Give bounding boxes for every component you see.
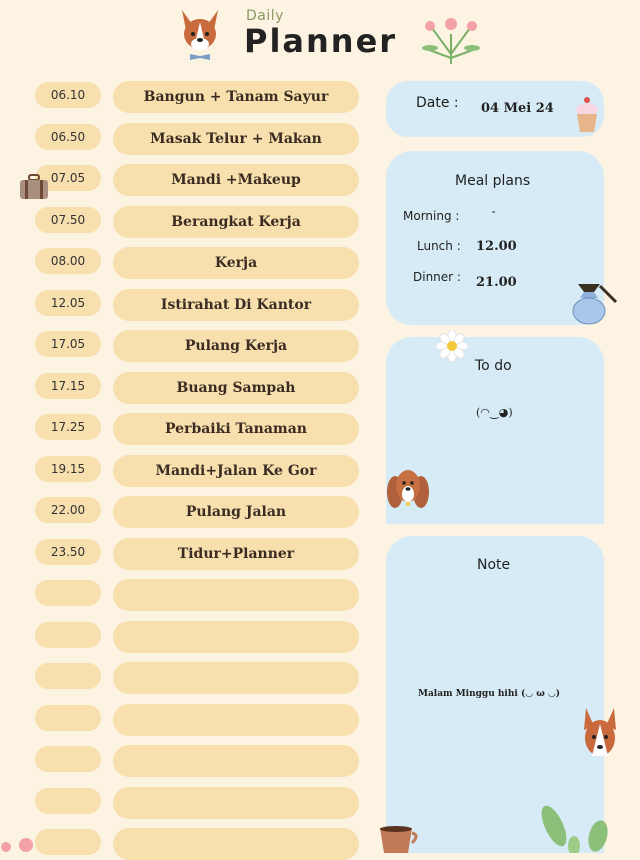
task-pill[interactable]: [113, 621, 359, 653]
time-pill[interactable]: 06.50: [35, 124, 101, 150]
time-pill[interactable]: [35, 788, 101, 814]
time-pill[interactable]: [35, 705, 101, 731]
time-pill[interactable]: 17.25: [35, 414, 101, 440]
cupcake-icon: [574, 96, 600, 134]
task-pill[interactable]: Perbaiki Tanaman: [113, 413, 359, 445]
date-value: 04 Mei 24: [481, 101, 554, 116]
time-pill[interactable]: [35, 580, 101, 606]
task-pill[interactable]: Mandi +Makeup: [113, 164, 359, 196]
flower-icon: [0, 836, 38, 853]
time-pill[interactable]: 17.15: [35, 373, 101, 399]
time-pill[interactable]: 22.00: [35, 497, 101, 523]
task-pill[interactable]: [113, 662, 359, 694]
daisy-icon: [436, 330, 468, 362]
task-pill[interactable]: Tidur+Planner: [113, 538, 359, 570]
date-label: Date :: [416, 95, 459, 111]
time-pill[interactable]: [35, 829, 101, 855]
time-pill[interactable]: 07.05: [35, 165, 101, 191]
time-pill[interactable]: 19.15: [35, 456, 101, 482]
page-title: Planner: [244, 22, 398, 60]
spaniel-dog-icon: [386, 464, 430, 514]
task-pill[interactable]: [113, 745, 359, 777]
note-title: Note: [477, 557, 511, 573]
header-daily: Daily: [246, 8, 284, 24]
task-pill[interactable]: Mandi+Jalan Ke Gor: [113, 455, 359, 487]
task-pill[interactable]: [113, 828, 359, 860]
time-pill[interactable]: 17.05: [35, 331, 101, 357]
morning-label: Morning :: [403, 209, 460, 223]
time-pill[interactable]: [35, 622, 101, 648]
dinner-label: Dinner :: [413, 270, 461, 284]
time-pill[interactable]: [35, 663, 101, 689]
suitcase-icon: [19, 174, 49, 200]
coffee-pot-icon: [570, 280, 620, 326]
meal-plans-title: Meal plans: [455, 173, 531, 189]
time-pill[interactable]: 12.05: [35, 290, 101, 316]
task-pill[interactable]: Pulang Kerja: [113, 330, 359, 362]
plant-icon: [538, 802, 614, 853]
date-card: [386, 81, 604, 137]
dinner-value: 21.00: [476, 275, 517, 290]
task-pill[interactable]: Buang Sampah: [113, 372, 359, 404]
time-pill[interactable]: 23.50: [35, 539, 101, 565]
task-pill[interactable]: Bangun + Tanam Sayur: [113, 81, 359, 113]
time-pill[interactable]: [35, 746, 101, 772]
task-pill[interactable]: Istirahat Di Kantor: [113, 289, 359, 321]
note-content: Malam Minggu hihi (◡ ω ◡): [418, 689, 561, 699]
lunch-label: Lunch :: [417, 239, 461, 253]
task-pill[interactable]: Masak Telur + Makan: [113, 123, 359, 155]
task-pill[interactable]: [113, 704, 359, 736]
time-pill[interactable]: 08.00: [35, 248, 101, 274]
task-pill[interactable]: Kerja: [113, 247, 359, 279]
lunch-value: 12.00: [476, 239, 517, 254]
task-pill[interactable]: [113, 787, 359, 819]
time-pill[interactable]: 07.50: [35, 207, 101, 233]
morning-value: -: [492, 206, 496, 216]
coffee-cup-icon: [378, 826, 422, 853]
dog-head-icon: [176, 6, 224, 62]
task-pill[interactable]: Berangkat Kerja: [113, 206, 359, 238]
todo-content: (◠‿◕): [476, 406, 513, 419]
todo-title: To do: [475, 358, 512, 374]
task-pill[interactable]: [113, 579, 359, 611]
task-pill[interactable]: Pulang Jalan: [113, 496, 359, 528]
flowers-icon: [418, 14, 484, 64]
corgi-dog-icon: [580, 706, 620, 762]
time-pill[interactable]: 06.10: [35, 82, 101, 108]
